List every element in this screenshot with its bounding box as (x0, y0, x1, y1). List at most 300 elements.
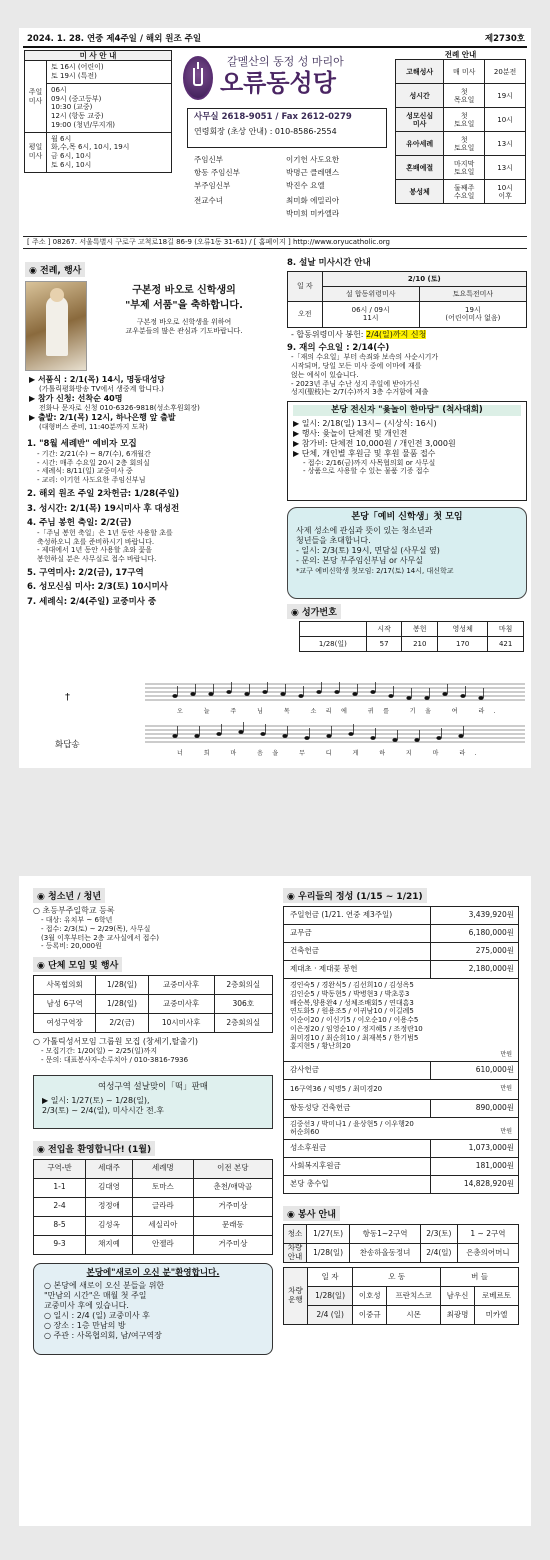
sacrament-time: 20분전 (485, 60, 526, 84)
welcome-cell: 거주미상 (193, 1235, 272, 1254)
sacrament-name: 고해성사 (396, 60, 444, 84)
donor-line: 이순이20 / 이신기5 / 이오순10 / 이용수5 (290, 1016, 419, 1024)
ordination-sub-1: 구본정 바오로 신학생을 위하여 (136, 318, 232, 326)
welcome-cell: 정정애 (86, 1197, 133, 1216)
service-cell: 프란치스코 (387, 1287, 441, 1306)
sun-mass-4: 12시 (항동 교중) (51, 112, 104, 121)
music-note (478, 696, 483, 700)
sacrament-schedule (395, 50, 526, 204)
sacrament-row (396, 108, 526, 132)
parish-logo-emblem (183, 56, 213, 100)
sacrament-day: 마지막 토요일 (444, 156, 485, 180)
youth-line-2: - 접수: 2/3(토) ~ 2/29(목), 사무실 (41, 924, 151, 933)
weekday-mass-1: 월 6시 (51, 134, 72, 143)
cross-icon: † (65, 692, 70, 703)
welcome-cell: 1-1 (34, 1178, 86, 1197)
drive-h-odong: 오 동 (353, 1268, 441, 1287)
music-note (262, 690, 267, 694)
service-cell: 로베르토 (475, 1287, 519, 1306)
psalm-lyrics-2: 너 희 마 음을 무 디 게 하 지 마 라. (177, 750, 487, 757)
bullet-icon: ◉ (37, 1144, 48, 1155)
church-icon (193, 68, 203, 86)
group-cell: 사목협의회 (34, 976, 96, 995)
p2-left-column (33, 884, 273, 1355)
group-row (34, 995, 273, 1014)
funeral-contact: 연령회장 (초상 안내) : 010-8586-2554 (194, 126, 337, 136)
hymn-entrance: 57 (366, 637, 402, 652)
sacrament-name: 혼배예절 (396, 156, 444, 180)
newcomer-line-6: ○ 주관 : 사목협의회, 남/여구역장 (44, 1331, 162, 1341)
music-note (226, 690, 231, 694)
lunar-vigil-times: 19시 (어린이미사 없음) (419, 301, 526, 327)
hymn-section-title (287, 604, 341, 619)
offering-row (284, 907, 519, 925)
sacrament-name: 성모신심 미사 (396, 108, 444, 132)
music-note (244, 692, 249, 696)
parish-staff (194, 154, 386, 219)
music-note (260, 732, 265, 736)
lunar-note-highlight: 2/4(일)까지 신청 (366, 329, 427, 339)
notice-detail: 봉헌하실 분은 사무실로 접수 바랍니다. (37, 555, 157, 563)
music-note (194, 734, 199, 738)
candle-donor-cell (284, 979, 519, 1062)
donor-line: 김인순5 / 박동현5 / 박병현3 / 박초롱3 (290, 989, 410, 998)
notice-detail: - 기간: 2/21(수) ~ 8/7(수), 6개월간 (37, 449, 151, 458)
youth-line-3: (3월 이후부터는 2층 교사실에서 접수) (41, 933, 159, 942)
music-note (414, 738, 419, 742)
group-cell: 1/28(일) (96, 995, 148, 1014)
ordination-headline-1: 구본정 바오로 신학생의 (132, 285, 236, 296)
ordination-details (25, 375, 281, 431)
group-cell: 306호 (214, 995, 272, 1014)
newcomer-title: 본당에"새로이 오신 분"환영합니다. (86, 1267, 220, 1278)
group-cell: 2층회의실 (214, 976, 272, 995)
parish-motto: 갈멜산의 동정 성 마리아 (227, 55, 344, 68)
music-note (436, 736, 441, 740)
ordination-detail-3: ▶ 참가 신청: 선착순 40명 (29, 393, 123, 403)
build-label: 항동성당 건축헌금 (284, 1099, 431, 1117)
bullet-icon: ◉ (37, 892, 48, 902)
music-note (458, 734, 463, 738)
welcome-cell: 김성옥 (86, 1216, 133, 1235)
music-note (216, 732, 221, 736)
sacrament-title: 전례 안내 (444, 50, 477, 59)
music-note (442, 692, 447, 696)
issue-date: 2024. 1. 28. 연중 제4주일 / 해외 원조 주일 (27, 34, 202, 44)
yut-line-2: ▶ 행사: 윷놀이 단체전 및 개인전 (293, 428, 408, 438)
youth-section-title (33, 888, 105, 903)
hymn-communion: 170 (438, 637, 488, 652)
ash-line-1: -「재의 수요일」부터 속죄와 보속의 사순시기가 (291, 353, 439, 362)
thanks-value: 610,000원 (431, 1061, 519, 1079)
lunar-note-text: - 합동위령미사 봉헌: (291, 329, 367, 339)
donor-line: 홍지현5 / 황난희20 (290, 1042, 351, 1051)
ash-line-4: - 2023년 주님 수난 성지 주일에 받아가신 (291, 379, 420, 388)
sun-mass-3: 10:30 (교중) (51, 103, 93, 112)
staff-role-5: 전교수녀 (194, 196, 223, 205)
driver-table (283, 1267, 519, 1325)
notice-heading: 5. 구역미사: 2/2(금), 17구역 (27, 567, 144, 578)
service-row (284, 1225, 519, 1244)
service-title-text: 봉사 안내 (298, 1210, 336, 1220)
notice-detail: - 시간: 매주 수요일 20시 2층 회의실 (37, 458, 150, 467)
notice-detail: - 교리: 이기헌 사도요한 주임신부님 (37, 476, 146, 485)
service-cell: 1/27(토) (306, 1225, 349, 1244)
sunday-mass-label: 주일 (28, 87, 43, 96)
sacrament-time: 13시 (485, 156, 526, 180)
rice-cake-line-2: 2/3(토) ~ 2/4(일), 미사시간 전.후 (42, 1106, 165, 1116)
welcome-row (34, 1235, 273, 1254)
build-donors-1: 김중선3 / 박미나1 / 윤상현5 / 이우행20 (290, 1119, 414, 1128)
welcome-cell: 세실리아 (133, 1216, 194, 1235)
bible-line-1: - 모집기간: 1/20(일) ~ 2/25(일)까지 (41, 1047, 158, 1055)
mass-schedule (24, 50, 172, 173)
drive-h-date: 일 자 (308, 1268, 353, 1287)
offering-amount: 2,180,000원 (431, 961, 519, 979)
sun-mass-1: 06시 (51, 85, 67, 94)
liturgy-section-title-text: 전례, 행사 (40, 266, 82, 276)
service-cell: 1/28(일) (306, 1244, 349, 1263)
preseminarian-line-4: - 문의: 본당 부주임신부님 or 사무실 (296, 556, 423, 566)
sacrament-row (396, 84, 526, 108)
ash-wednesday-title: 9. 재의 수요일 : 2/14(수) (287, 342, 390, 353)
service-table (283, 1224, 519, 1263)
sacrament-row (396, 132, 526, 156)
yut-line-4: ▶ 단체, 개인별 후원금 및 후원 물품 접수 (293, 448, 436, 458)
staff-name-3: 박진수 요엘 (286, 181, 325, 190)
sacrament-day: 둘째주 수요일 (444, 180, 485, 204)
build-unit: 만원 (500, 1128, 512, 1136)
rice-cake-line-1: ▶ 일시: 1/27(토) ~ 1/28(일), (42, 1096, 150, 1106)
cross-icon (197, 62, 199, 69)
music-note (388, 694, 393, 698)
welcome-row (34, 1216, 273, 1235)
hymn-h2: 봉헌 (402, 622, 438, 637)
hymn-recessional: 421 (488, 637, 524, 652)
group-cell: 2층회의실 (214, 1014, 272, 1033)
staff-role-6 (194, 208, 286, 219)
offering-label: 사회복지후원금 (284, 1158, 431, 1176)
ash-line-3: 얹는 예식이 있습니다. (291, 370, 359, 379)
ash-line-2: 시작되며, 당일 모든 미사 중에 이마에 재를 (291, 362, 422, 370)
service-section-title (283, 1206, 340, 1221)
welcome-header: 이전 본당 (193, 1159, 272, 1178)
newcomer-box (33, 1263, 273, 1355)
preseminarian-box (287, 507, 527, 599)
offering-table (283, 906, 519, 1194)
yut-line-5: - 접수: 2/16(금)까지 사목협의회 or 사무실 (303, 458, 436, 467)
service-cell: 시몬 (387, 1306, 441, 1325)
newcomer-line-1: ○ 본당에 새로이 오신 분들을 위한 (44, 1281, 165, 1291)
notice-heading: 3. 성시간: 2/1(목) 19시미사 후 대성전 (27, 503, 180, 514)
liturgy-section-title (25, 262, 85, 277)
sacrament-day: 첫 목요일 (444, 84, 485, 108)
bishop-figure (46, 296, 68, 356)
weekday-mass-4: 토 6시, 10시 (51, 160, 92, 169)
offering-row (284, 1140, 519, 1158)
rice-cake-box (33, 1075, 273, 1129)
bullet-icon: ◉ (37, 961, 48, 971)
offering-amount: 275,000원 (431, 943, 519, 961)
staff-name-1: 이기헌 사도요한 (286, 155, 340, 164)
offering-amount: 6,180,000원 (431, 925, 519, 943)
welcome-row (34, 1197, 273, 1216)
welcome-section-title (33, 1141, 155, 1156)
sacrament-name: 봉성체 (396, 180, 444, 204)
music-note (370, 690, 375, 694)
yut-contest-box (287, 401, 527, 501)
donor-unit: 만원 (500, 1051, 512, 1058)
welcome-cell: 김대영 (86, 1178, 133, 1197)
offering-amount: 3,439,920원 (431, 907, 519, 925)
ordination-photo (25, 281, 87, 371)
notice-detail: - 제대에서 1년 동안 사용할 초와 꽃을 (37, 546, 152, 555)
sacrament-time: 10시 이후 (485, 180, 526, 204)
group-cell: 1/28(일) (96, 976, 148, 995)
hymn-table (299, 621, 524, 652)
build-donor-cell (284, 1117, 519, 1140)
music-note (370, 736, 375, 740)
offering-label: 제대초 · 제대꽃 봉헌 (284, 961, 431, 979)
hymn-date: 1/28(일) (300, 637, 367, 652)
sacrament-time: 19시 (485, 84, 526, 108)
welcome-row (34, 1178, 273, 1197)
lunar-title: 8. 설날 미사시간 안내 (287, 258, 371, 268)
service-cell: 은총의어머니 (457, 1244, 518, 1263)
service-cell: 2/4 (일) (308, 1306, 353, 1325)
notice-heading: 2. 해외 원조 주일 2차헌금: 1/28(주일) (27, 488, 180, 499)
groups-table (33, 975, 273, 1033)
service-cell: 2/4(일) (420, 1244, 457, 1263)
welcome-table (33, 1159, 273, 1255)
staff-role-3: 부주임신부 (194, 181, 231, 190)
offering-title-text: 우리들의 정성 (1/15 ~ 1/21) (298, 892, 423, 902)
newcomer-line-2: "만남의 시간"은 매월 첫 주일 (44, 1291, 147, 1301)
offering-row (284, 925, 519, 943)
sacrament-name: 성시간 (396, 84, 444, 108)
ordination-detail-2: (가톨릭평화방송 TV에서 생중계 합니다.) (39, 385, 164, 393)
lunar-note (287, 330, 527, 340)
bible-group-title: ○ 가톨릭성서모임 그룹원 모집 (창세기,탈출기) (33, 1037, 199, 1046)
welcome-header-row (34, 1159, 273, 1178)
preseminarian-line-3: - 일시: 2/3(토) 19시, 면담실 (사무실 옆) (296, 546, 440, 556)
right-column (287, 258, 527, 652)
staff-role-2: 항동 주임신부 (194, 168, 240, 177)
music-note (326, 734, 331, 738)
address-bar: [ 주소 ] 08267. 서울특별시 구로구 고척로18길 86-9 (오류1동 31-61) / [ 홈페이지 ] http://www.oryucatholic.org (23, 236, 527, 249)
music-note (298, 694, 303, 698)
music-note (172, 734, 177, 738)
hymn-title-text: 성가번호 (302, 608, 337, 618)
offering-section-title (283, 888, 427, 903)
office-contact-box (187, 108, 387, 148)
thanks-donors: 16구역36 / 익명5 / 최미경20 (290, 1084, 383, 1093)
service-cell: 최광명 (441, 1306, 475, 1325)
ordination-detail-5: ▶ 출발: 2/1(목) 12시, 하나은행 앞 출발 (29, 412, 176, 422)
donor-line: 배순복,양용완4 / 성체조배회5 / 연대흠3 (290, 998, 414, 1007)
music-note (304, 736, 309, 740)
welcome-cell: 글라라 (133, 1197, 194, 1216)
group-row (34, 1014, 273, 1033)
groups-section-title (33, 957, 122, 972)
music-note (352, 692, 357, 696)
offering-row (284, 943, 519, 961)
service-cell: 찬송하올동정녀 (350, 1244, 421, 1263)
staff-name-2: 박명근 클레멘스 (286, 168, 340, 177)
bulletin-page-2 (19, 876, 531, 1526)
staff-name-6: 박미희 미카엘라 (286, 209, 340, 218)
mass-schedule-title: 미 사 안 내 (24, 50, 172, 60)
sun-mass-5: 19:00 (청년/무지개) (51, 120, 116, 129)
music-note (316, 690, 321, 694)
welcome-cell: 채지예 (86, 1235, 133, 1254)
build-donors-2 (290, 1128, 512, 1137)
sun-mass-2: 09시 (중고등부) (51, 94, 102, 103)
bullet-icon: ◉ (29, 266, 40, 276)
service-cell: 2/3(토) (420, 1225, 457, 1244)
sacrament-time: 10시 (485, 108, 526, 132)
welcome-cell: 9-3 (34, 1235, 86, 1254)
youth-line-4: - 등록비: 20,000원 (41, 942, 102, 951)
preseminarian-note: *교구 예비신학생 첫모임: 2/17(토) 14시, 대신학교 (296, 567, 454, 576)
service-cell: 1/28(일) (308, 1287, 353, 1306)
bible-line-2: - 문의: 대표봉사자-손루치아 / 010-3816-7936 (41, 1055, 189, 1064)
service-cell: 미카엘 (475, 1306, 519, 1325)
welcome-title-text: 전입을 환영합니다! (1월) (48, 1144, 152, 1155)
welcome-cell: 문래동 (193, 1216, 272, 1235)
bulletin-page-1 (19, 28, 531, 768)
group-cell: 여성구역장 (34, 1014, 96, 1033)
parish-name: 오류동성당 (220, 69, 336, 97)
sat-mass-1: 토 16시 (어린이) (51, 63, 104, 72)
welcome-cell: 토마스 (133, 1178, 194, 1197)
office-phone: 사무실 2618-9051 / Fax 2612-0279 (194, 112, 352, 122)
hymn-h3: 영성체 (438, 622, 488, 637)
welcome-header: 세대주 (86, 1159, 133, 1178)
music-note (424, 696, 429, 700)
group-cell: 교중미사후 (148, 995, 214, 1014)
offering-label: 주일헌금 (1/21. 연중 제3주일) (284, 907, 431, 925)
hymn-h0 (300, 622, 367, 637)
notice-heading: 6. 성모신심 미사: 2/3(토) 10시미사 (27, 582, 169, 593)
service-cell: 이호성 (353, 1287, 387, 1306)
thanks-donor-cell (284, 1079, 519, 1099)
header-rule (23, 46, 527, 48)
lunar-col-date: 일 자 (288, 271, 323, 301)
weekday-mass-2: 화,수,목 6시, 10시, 19시 (51, 143, 130, 152)
yut-line-6: - 상품으로 사용할 수 있는 물품 기증 접수 (303, 467, 430, 476)
music-note (280, 692, 285, 696)
group-cell: 교중미사후 (148, 976, 214, 995)
music-note (348, 732, 353, 736)
lunar-mass-table (287, 271, 527, 328)
music-note (238, 730, 243, 734)
offering-amount: 1,073,000원 (431, 1140, 519, 1158)
lunar-col-vigil: 토요특전미사 (419, 286, 526, 301)
psalm-lyrics-1: 오 늘 주 님 목 소리에 귀를 기울 여 라. (177, 708, 506, 715)
preseminarian-title: 본당「예비 신학생」첫 모임 (351, 512, 463, 522)
sacrament-name: 유아세례 (396, 132, 444, 156)
drive-h-beodeul: 버 들 (441, 1268, 519, 1287)
p2-right-column (283, 884, 519, 1325)
service-row (284, 1287, 519, 1306)
lunar-row-label: 오전 (288, 301, 323, 327)
group-cell: 10시미사후 (148, 1014, 214, 1033)
hymn-h1: 시작 (366, 622, 402, 637)
music-note (190, 692, 195, 696)
weekday-mass-label-2: 미사 (28, 152, 43, 161)
offering-amount: 181,000원 (431, 1158, 519, 1176)
ordination-detail-1: ▶ 서품식 : 2/1(목) 14시, 명동대성당 (29, 375, 166, 384)
service-cell: 남우신 (441, 1287, 475, 1306)
offering-label: 교무금 (284, 925, 431, 943)
group-row (34, 976, 273, 995)
offering-label: 성소후원금 (284, 1140, 431, 1158)
lunar-memorial-times: 06시 / 09시 11시 (322, 301, 419, 327)
sacrament-day: 첫 토요일 (444, 108, 485, 132)
notice-heading: 7. 세례식: 2/4(주일) 교중미사 중 (27, 597, 157, 607)
issue-number: 제2730호 (484, 34, 525, 44)
music-note (208, 692, 213, 696)
newcomer-line-3: 교중미사 후에 있습니다. (44, 1301, 129, 1311)
notice-heading: 4. 주님 봉헌 축일: 2/2(금) (27, 518, 132, 529)
notice-detail: - 세례식: 8/11(일) 교중미사 중 (37, 467, 133, 476)
ordination-sub-2: 교우분들의 많은 관심과 기도바랍니다. (125, 326, 243, 335)
welcome-cell: 2-4 (34, 1197, 86, 1216)
ash-line-5: 성지(聖枝)는 2/7(수)까지 3층 수거함에 제출 (291, 388, 429, 397)
music-note (406, 696, 411, 700)
sacrament-time: 13시 (485, 132, 526, 156)
sacrament-day: 매 미사 (444, 60, 485, 84)
music-note (334, 690, 339, 694)
psalm-label: 화답송 (55, 740, 80, 750)
donor-line: 경인숙5 / 경완식5 / 김선희10 / 김성옥5 (290, 981, 414, 989)
group-cell: 남성 6구역 (34, 995, 96, 1014)
lunar-date: 2/10 (토) (322, 271, 526, 286)
service-cell: 1 ~ 2구역 (457, 1225, 518, 1244)
offering-label: 본당 총수입 (284, 1176, 431, 1194)
sacrament-row (396, 60, 526, 84)
thanks-unit: 만원 (500, 1084, 512, 1092)
bullet-icon: ◉ (291, 608, 302, 618)
music-note (460, 694, 465, 698)
weekday-mass-3: 금 6시, 10시 (51, 152, 92, 161)
notice-list (25, 439, 281, 607)
notice-detail: -「주님 봉헌 축일」은 1년 동안 사용할 초를 (37, 528, 173, 537)
sat-mass-2: 토 19시 (특전) (51, 72, 97, 81)
notice-detail: 축성하오니 초를 준비하시기 바랍니다. (37, 537, 155, 546)
donor-line: 연도화5 / 원용조5 / 이귀남10 / 이길례5 (290, 1007, 414, 1016)
youth-title-text: 청소년 / 청년 (48, 892, 102, 902)
offering-label: 건축헌금 (284, 943, 431, 961)
welcome-cell: 춘천/애막골 (193, 1178, 272, 1197)
groups-title-text: 단체 모임 및 행사 (48, 961, 119, 971)
offering-row (284, 961, 519, 979)
drive-label: 차량 운행 (284, 1268, 308, 1325)
ordination-detail-4: 전화나 문자로 신청 010-6326-9818(성소후원회장) (39, 403, 200, 412)
service-cell: 청소 (284, 1225, 307, 1244)
sunday-mass-label-2: 미사 (28, 96, 43, 105)
newcomer-line-5: ○ 장소 : 1층 만남의 방 (44, 1321, 126, 1331)
hymn-offertory: 210 (402, 637, 438, 652)
hymn-h4: 마침 (488, 622, 524, 637)
thanks-label: 감사헌금 (284, 1061, 431, 1079)
welcome-header: 세례명 (133, 1159, 194, 1178)
welcome-cell: 8-5 (34, 1216, 86, 1235)
service-cell: 차량 안내 (284, 1244, 307, 1263)
music-note (392, 738, 397, 742)
donor-line: 이은정20 / 임영순10 / 정지혜5 / 조정란10 (290, 1024, 423, 1033)
